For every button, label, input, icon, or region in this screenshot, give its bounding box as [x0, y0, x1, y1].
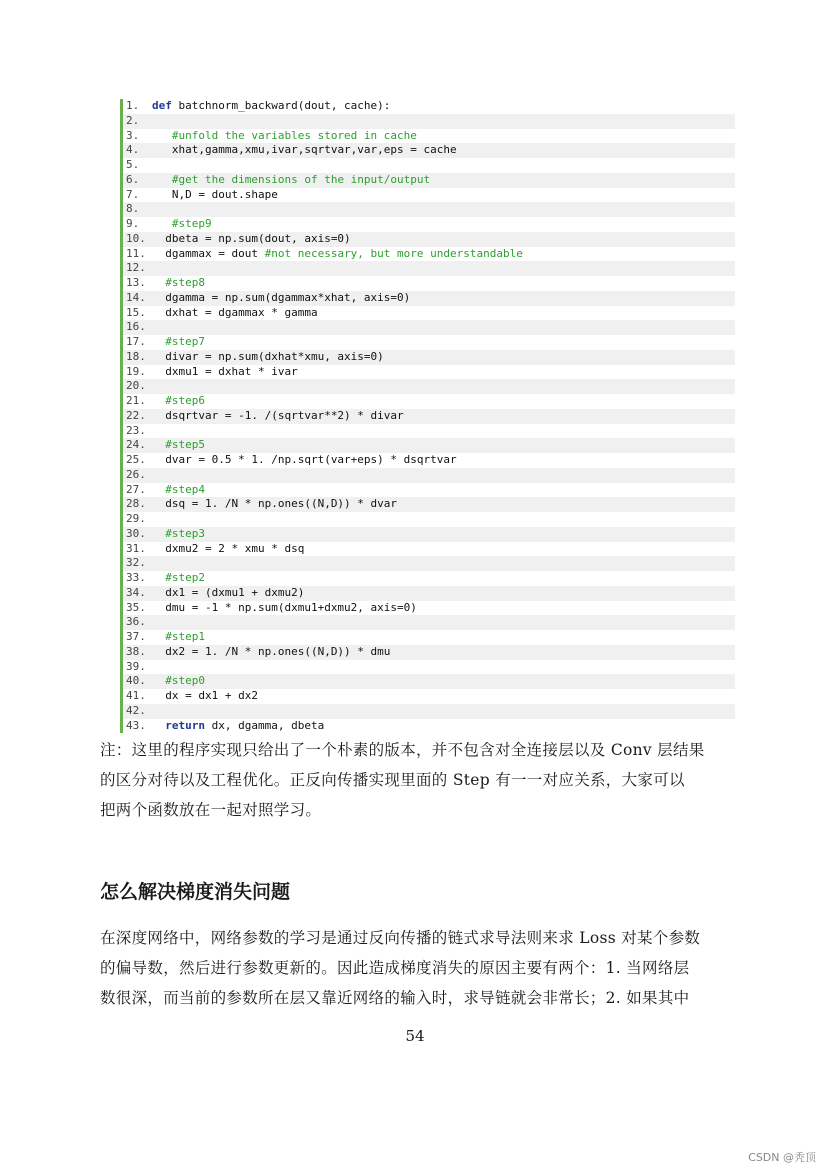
code-line	[123, 129, 735, 144]
code-line	[123, 143, 735, 158]
code-line	[123, 202, 735, 217]
code-text: #step3	[165, 526, 205, 540]
code-line	[123, 217, 735, 232]
code-line	[123, 453, 735, 468]
line-number: 16.	[126, 320, 146, 334]
code-line	[123, 601, 735, 616]
section-heading: 怎么解决梯度消失问题	[100, 881, 291, 903]
line-number: 3.	[126, 128, 140, 142]
code-line	[123, 173, 735, 188]
section-line: 的偏导数，然后进行参数更新的。因此造成梯度消失的原因主要有两个：1. 当网络层	[100, 959, 690, 977]
code-line	[123, 438, 735, 453]
line-number: 14.	[126, 290, 146, 304]
code-text: dsq = 1. /N * np.ones((N,D)) * dvar	[165, 497, 398, 511]
line-number: 40.	[126, 674, 146, 688]
code-line	[123, 660, 735, 675]
line-number: 8.	[126, 202, 140, 216]
code-text: dxhat = dgammax * gamma	[165, 305, 318, 319]
line-number: 43.	[126, 718, 146, 732]
line-number: 2.	[126, 113, 140, 127]
code-text: dxmu2 = 2 * xmu * dsq	[165, 541, 305, 555]
code-text: N,D = dout.shape	[171, 187, 278, 201]
code-text: divar = np.sum(dxhat*xmu, axis=0)	[165, 349, 384, 363]
line-number: 42.	[126, 703, 146, 717]
line-number: 27.	[126, 482, 146, 496]
code-line	[123, 719, 735, 734]
code-keyword: def	[152, 99, 172, 112]
code-text: dmu = -1 * np.sum(dxmu1+dxmu2, axis=0)	[165, 600, 417, 614]
code-text: #get the dimensions of the input/output	[171, 172, 431, 186]
code-line	[123, 645, 735, 660]
code-line	[123, 158, 735, 173]
code-text: dxmu1 = dxhat * ivar	[165, 364, 298, 378]
code-line	[123, 424, 735, 439]
code-line	[123, 99, 735, 114]
code-line	[123, 188, 735, 203]
code-line	[123, 512, 735, 527]
code-line	[123, 350, 735, 365]
code-line	[123, 483, 735, 498]
code-text: #step1	[165, 630, 205, 643]
line-number: 17.	[126, 335, 146, 348]
code-text: #step5	[165, 438, 205, 452]
code-text: #step4	[165, 482, 205, 496]
line-number: 37.	[126, 630, 146, 643]
line-number: 10.	[126, 231, 146, 245]
code-text: dx1 = (dxmu1 + dxmu2)	[165, 585, 305, 599]
line-number: 41.	[126, 689, 146, 702]
code-line	[123, 468, 735, 483]
code-line	[123, 689, 735, 704]
code-text: #step9	[171, 217, 212, 230]
code-text: #step2	[165, 571, 205, 584]
line-number: 12.	[126, 261, 146, 275]
code-line	[123, 542, 735, 557]
code-text: dx = dx1 + dx2	[165, 689, 258, 702]
line-number: 29.	[126, 512, 146, 525]
line-number: 36.	[126, 615, 146, 629]
code-line	[123, 247, 735, 262]
section-paragraph	[100, 923, 740, 1013]
code-text: #step7	[165, 335, 205, 348]
watermark: CSDN @秃顶	[748, 1151, 816, 1164]
line-number: 11.	[126, 246, 146, 260]
code-line	[123, 261, 735, 276]
code-line	[123, 320, 735, 335]
code-line	[123, 630, 735, 645]
code-line	[123, 365, 735, 380]
code-line	[123, 291, 735, 306]
note-line: 注：这里的程序实现只给出了一个朴素的版本，并不包含对全连接层以及 Conv 层结果	[100, 741, 705, 759]
code-line	[123, 379, 735, 394]
code-text: def batchnorm_backward(dout, cache):	[152, 99, 391, 112]
code-comment: #not necessary, but more understandable	[264, 246, 523, 260]
code-line	[123, 335, 735, 350]
code-line	[123, 556, 735, 571]
line-number: 38.	[126, 644, 146, 658]
code-text: #unfold the variables stored in cache	[171, 128, 417, 142]
code-line	[123, 409, 735, 424]
line-number: 9.	[126, 217, 140, 230]
code-line	[123, 527, 735, 542]
code-line	[123, 394, 735, 409]
line-number: 25.	[126, 453, 146, 466]
section-line: 数很深，而当前的参数所在层又靠近网络的输入时，求导链就会非常长；2. 如果其中	[100, 989, 690, 1007]
line-number: 6.	[126, 172, 140, 186]
code-line	[123, 306, 735, 321]
code-line	[123, 615, 735, 630]
note-line: 把两个函数放在一起对照学习。	[100, 801, 322, 819]
line-number: 24.	[126, 438, 146, 452]
code-block	[120, 99, 735, 733]
section-line: 在深度网络中，网络参数的学习是通过反向传播的链式求导法则来求 Loss 对某个参数	[100, 929, 701, 947]
line-number: 32.	[126, 556, 146, 570]
code-text: dsqrtvar = -1. /(sqrtvar**2) * divar	[165, 408, 404, 422]
line-number: 1.	[126, 99, 140, 112]
line-number: 39.	[126, 659, 146, 673]
line-number: 13.	[126, 276, 146, 289]
line-number: 34.	[126, 585, 146, 599]
code-text: return dx, dgamma, dbeta	[165, 718, 325, 732]
line-number: 28.	[126, 497, 146, 511]
line-number: 26.	[126, 467, 146, 481]
code-text: xhat,gamma,xmu,ivar,sqrtvar,var,eps = cache	[171, 143, 457, 157]
line-number: 5.	[126, 158, 140, 171]
code-text: #step6	[165, 394, 205, 407]
code-text: dvar = 0.5 * 1. /np.sqrt(var+eps) * dsqrtvar	[165, 453, 457, 466]
code-line	[123, 704, 735, 719]
line-number: 18.	[126, 349, 146, 363]
code-text: #step8	[165, 276, 205, 289]
code-text: dgammax = dout #not necessary, but more understandable	[165, 246, 523, 260]
code-keyword: return	[165, 718, 205, 732]
code-text: dgamma = np.sum(dgammax*xhat, axis=0)	[165, 290, 411, 304]
line-number: 33.	[126, 571, 146, 584]
code-line	[123, 276, 735, 291]
line-number: 4.	[126, 143, 140, 157]
code-line	[123, 497, 735, 512]
code-text: dx2 = 1. /N * np.ones((N,D)) * dmu	[165, 644, 391, 658]
line-number: 7.	[126, 187, 140, 201]
line-number: 22.	[126, 408, 146, 422]
line-number: 35.	[126, 600, 146, 614]
code-line	[123, 586, 735, 601]
line-number: 19.	[126, 364, 146, 378]
page-number: 54	[405, 1027, 425, 1045]
code-line	[123, 571, 735, 586]
note-paragraph	[100, 735, 740, 825]
code-line	[123, 674, 735, 689]
code-text: #step0	[165, 674, 205, 688]
code-text: dbeta = np.sum(dout, axis=0)	[165, 231, 351, 245]
line-number: 21.	[126, 394, 146, 407]
line-number: 30.	[126, 526, 146, 540]
line-number: 15.	[126, 305, 146, 319]
code-line	[123, 232, 735, 247]
code-line	[123, 114, 735, 129]
line-number: 23.	[126, 423, 146, 437]
line-number: 20.	[126, 379, 146, 393]
line-number: 31.	[126, 541, 146, 555]
note-line: 的区分对待以及工程优化。正反向传播实现里面的 Step 有一一对应关系，大家可以	[100, 771, 685, 789]
